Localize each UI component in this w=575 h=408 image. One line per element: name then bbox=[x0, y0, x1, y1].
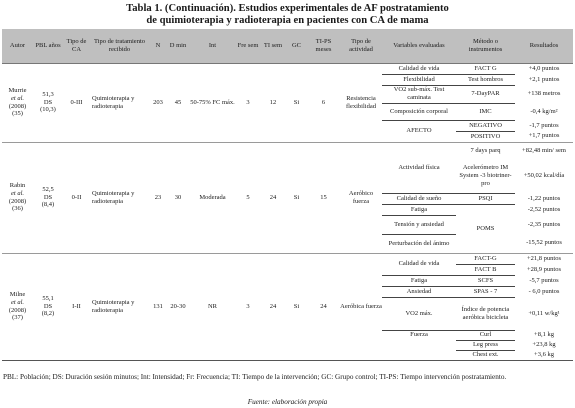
col-header-pbl: PBL años bbox=[33, 29, 63, 63]
cell-metodo: Test hombros bbox=[456, 74, 515, 85]
cell-metodo: NEGATIVO bbox=[456, 120, 515, 131]
table-footnote: PBL: Población; DS: Duración sesión minutos; Int: Intensidad; Fr: Frecuencia; TI: Tiempo de la intervención; GC: Grupo control; TI-PS: Tiempo intervención postratamiento. bbox=[3, 373, 507, 381]
cell-d: 45 bbox=[174, 98, 182, 106]
cell-resultado: +0,11 w/kg¹ bbox=[528, 309, 560, 317]
cell-resultado: -15,52 puntos bbox=[526, 239, 562, 247]
cell-resultado: -2,35 puntos bbox=[527, 220, 561, 228]
cell-metodo: FACT-G bbox=[456, 253, 515, 264]
cell-tratamiento: Quimioterapia y radioterapia bbox=[92, 298, 135, 314]
cell-metodo: 7 days parq bbox=[470, 146, 501, 154]
cell-variable: AFECTO bbox=[406, 127, 432, 135]
cell-resultado: - 6,0 puntos bbox=[528, 287, 560, 295]
pbl-ds: DS bbox=[43, 302, 53, 310]
cell-resultado: -2,52 puntos bbox=[527, 205, 561, 213]
table-row bbox=[2, 63, 573, 74]
cell-metodo: Acelerómetro IM System -3 biotriner-pro bbox=[456, 159, 515, 193]
cell-pbl bbox=[33, 63, 63, 142]
autor-ref: (35) bbox=[12, 110, 23, 118]
cell-actividad: Aeróbico fuerza bbox=[348, 189, 374, 205]
autor-year: (2008) bbox=[8, 102, 27, 110]
pbl-mean: 55,1 bbox=[42, 295, 54, 303]
cell-metodo: SCFS bbox=[456, 275, 515, 286]
cell-ti: 24 bbox=[269, 302, 277, 310]
cell-variable: Calidad de sueño bbox=[382, 193, 456, 204]
cell-metodo: Índice de potencia aeróbica bicicleta bbox=[456, 297, 515, 330]
autor-etal: et al. bbox=[11, 189, 24, 197]
cell-variable: Perturbación del ánimo bbox=[388, 239, 450, 247]
cell-int: NR bbox=[207, 302, 218, 310]
title-line-1: Tabla 1. (Continuación). Estudios experimentales de AF postratamiento bbox=[126, 3, 449, 14]
cell-resultado: -0,4 kg/m² bbox=[530, 107, 558, 115]
cell-actividad: Resistencia flexibilidad bbox=[346, 94, 376, 110]
autor-ref: (36) bbox=[12, 205, 23, 213]
pbl-mean: 51,3 bbox=[42, 91, 54, 99]
cell-variable: Actividad física bbox=[382, 142, 456, 193]
cell-resultado: +138 metros bbox=[527, 90, 561, 98]
table-title bbox=[0, 3, 575, 27]
pbl-ds: DS bbox=[43, 193, 53, 201]
cell-n: 131 bbox=[153, 302, 163, 310]
cell-d: 30 bbox=[174, 193, 182, 201]
cell-ti: 12 bbox=[269, 98, 277, 106]
cell-resultado: +23,8 kg bbox=[532, 341, 556, 349]
col-header-tratamiento: Tipo de tratamiento recibido bbox=[90, 29, 149, 63]
cell-metodo: Chest ext. bbox=[472, 351, 499, 359]
cell-resultado: +50,02 kcal/día bbox=[523, 172, 565, 180]
cell-n: 203 bbox=[153, 98, 163, 106]
cell-variable: VO2 máx. bbox=[382, 297, 456, 330]
cell-tipo-ca: 0-III bbox=[70, 98, 83, 106]
cell-resultado: -1,7 puntos bbox=[529, 121, 559, 129]
cell-metodo: IMC bbox=[456, 103, 515, 120]
pbl-mean: 52,5 bbox=[42, 186, 54, 194]
autor-name: Milne bbox=[9, 291, 26, 299]
cell-metodo: FACT B bbox=[456, 264, 515, 275]
cell-tipo-ca: 0-II bbox=[71, 193, 82, 201]
cell-variable: Tensión y ansiedad bbox=[382, 215, 456, 234]
cell-resultado: -5,7 puntos bbox=[529, 276, 559, 284]
cell-variable: Calidad de vida bbox=[382, 253, 456, 275]
cell-metodo: Curl bbox=[456, 330, 515, 340]
cell-pbl bbox=[33, 142, 63, 253]
cell-resultado: +28,9 puntos bbox=[526, 265, 561, 273]
cell-resultado: -1,22 puntos bbox=[527, 194, 561, 202]
col-header-d: D min bbox=[167, 29, 189, 63]
autor-name: Murrie bbox=[8, 87, 27, 95]
cell-tips: 6 bbox=[321, 98, 326, 106]
cell-tipo-ca: I-II bbox=[72, 302, 81, 310]
cell-n: 23 bbox=[154, 193, 162, 201]
header-row bbox=[2, 29, 573, 63]
cell-resultado: +82,48 min/ sem bbox=[522, 146, 566, 154]
col-header-actividad: Tipo de actividad bbox=[340, 29, 382, 63]
pbl-sd: (8,2) bbox=[41, 310, 55, 318]
col-header-fre: Fre sem bbox=[236, 29, 260, 63]
autor-etal: et al. bbox=[11, 298, 24, 306]
col-header-variables: Variables evaluadas bbox=[382, 29, 456, 63]
cell-tratamiento: Quimioterapia y radioterapia bbox=[92, 189, 135, 205]
cell-variable: VO2 sub-máx. Test caminata bbox=[382, 85, 456, 103]
cell-variable: Fatiga bbox=[382, 275, 456, 286]
cell-metodo: Leg press bbox=[456, 340, 515, 350]
cell-resultado: +2,1 puntos bbox=[528, 75, 560, 83]
cell-metodo: 7-DayPAR bbox=[456, 85, 515, 103]
studies-table-wrap bbox=[2, 29, 573, 361]
cell-ti: 24 bbox=[269, 193, 277, 201]
cell-gc: Si bbox=[293, 193, 300, 201]
cell-variable: Flexibilidad bbox=[382, 74, 456, 85]
cell-autor bbox=[2, 142, 33, 253]
cell-metodo bbox=[456, 204, 515, 253]
autor-year: (2008) bbox=[8, 197, 27, 205]
metodo-poms: POMS bbox=[476, 224, 495, 232]
title-line-2: de quimioterapia y radioterapia en pacientes con CA de mama bbox=[146, 15, 429, 26]
cell-metodo: FACT G bbox=[456, 63, 515, 74]
pbl-ds: DS bbox=[43, 98, 53, 106]
cell-int: Moderada bbox=[199, 193, 226, 201]
cell-fre: 3 bbox=[246, 302, 250, 310]
cell-d: 20-30 bbox=[170, 302, 186, 310]
cell-pbl bbox=[33, 253, 63, 360]
cell-fre: 5 bbox=[246, 193, 250, 201]
table-row bbox=[2, 253, 573, 264]
cell-int: 50-75% FC máx. bbox=[190, 98, 235, 106]
cell-variable: Fatiga bbox=[382, 204, 456, 215]
cell-variable: Composición corporal bbox=[382, 103, 456, 120]
cell-metodo: PSQI bbox=[456, 193, 515, 204]
col-header-metodo: Método o instrumentos bbox=[456, 29, 515, 63]
cell-metodo: SPAS - 7 bbox=[456, 286, 515, 297]
col-header-tipo-ca: Tipo de CA bbox=[63, 29, 90, 63]
cell-variable: Ansiedad bbox=[382, 286, 456, 297]
cell-tratamiento: Quimioterapia y radioterapia bbox=[92, 94, 135, 110]
autor-year: (2008) bbox=[8, 306, 27, 314]
table-source: Fuente: elaboración propia bbox=[247, 398, 328, 406]
cell-autor bbox=[2, 253, 33, 360]
cell-gc: Si bbox=[293, 302, 300, 310]
col-header-tips: TI-PS meses bbox=[307, 29, 340, 63]
col-header-gc: GC bbox=[286, 29, 307, 63]
pbl-sd: (10,3) bbox=[40, 106, 56, 114]
pbl-sd: (8,4) bbox=[41, 201, 55, 209]
cell-variable: Fuerza bbox=[410, 330, 428, 338]
cell-tips: 15 bbox=[320, 193, 327, 201]
cell-gc: Si bbox=[293, 98, 300, 106]
cell-resultado: +4,0 puntos bbox=[528, 64, 560, 72]
cell-fre: 3 bbox=[246, 98, 250, 106]
col-header-int: Int bbox=[189, 29, 236, 63]
col-header-ti: TI sem bbox=[260, 29, 286, 63]
cell-autor bbox=[2, 63, 33, 142]
col-header-resultados: Resultados bbox=[515, 29, 573, 63]
cell-tips: 24 bbox=[320, 302, 327, 310]
studies-table bbox=[2, 29, 573, 361]
col-header-n: N bbox=[149, 29, 167, 63]
cell-metodo: POSITIVO bbox=[470, 132, 501, 140]
autor-ref: (37) bbox=[12, 314, 23, 322]
cell-resultado: +21,8 puntos bbox=[526, 254, 561, 262]
cell-resultado: +8,1 kg bbox=[534, 331, 554, 339]
autor-etal: et al. bbox=[11, 94, 24, 102]
autor-name: Rabin bbox=[9, 182, 26, 190]
cell-actividad: Aeróbica fuerza bbox=[340, 302, 382, 310]
cell-resultado: +3,6 kg bbox=[534, 350, 554, 358]
cell-resultado: +1,7 puntos bbox=[528, 132, 560, 140]
cell-variable: Calidad de vida bbox=[382, 63, 456, 74]
table-row bbox=[2, 142, 573, 159]
col-header-autor: Autor bbox=[2, 29, 33, 63]
